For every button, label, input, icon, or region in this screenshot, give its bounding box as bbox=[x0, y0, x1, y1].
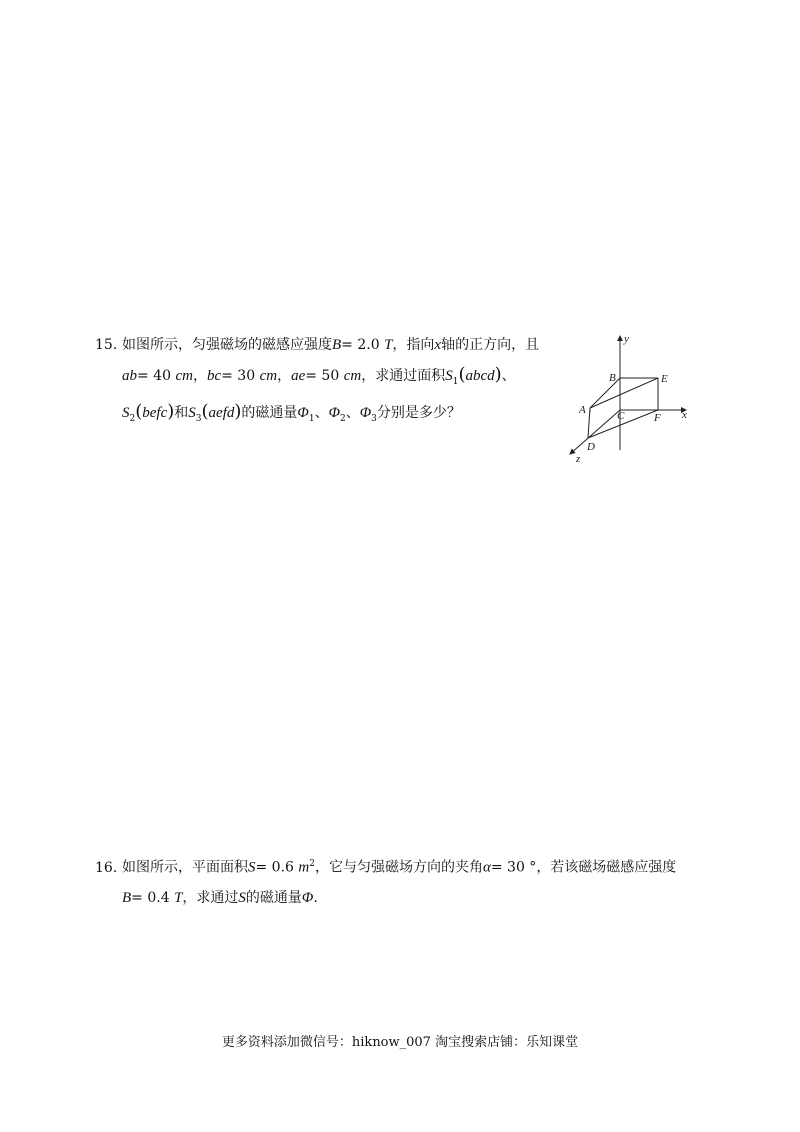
question-number: 15. bbox=[95, 337, 118, 353]
label-A: A bbox=[579, 404, 586, 416]
label-C: C bbox=[617, 410, 625, 422]
edge-ae bbox=[590, 378, 658, 408]
edge-ad bbox=[588, 408, 590, 438]
q16-line-1: 16. 如图所示，平面面积S= 0.6 $m^2$，它与匀强磁场方向的夹角α= 30 °，若该磁场磁感应强度 bbox=[95, 849, 735, 883]
q16-line-2: B= 0.4 T，求通过S的磁通量Φ. bbox=[122, 889, 318, 906]
question-16 bbox=[95, 849, 735, 913]
label-z: z bbox=[576, 453, 581, 465]
footer-note: 更多资料添加微信号：hiknow_007 淘宝搜索店铺：乐知课堂 bbox=[221, 1035, 579, 1050]
q15-line-1: 15. 如图所示，匀强磁场的磁感应强度B= 2.0 T，指向x轴的正方向，且 bbox=[95, 330, 555, 360]
label-D: D bbox=[587, 441, 595, 453]
label-B: B bbox=[609, 372, 616, 384]
q15-line-2: ab= 40 cm，bc= 30 cm，ae= 50 cm，求通过面积$S_1(abcd)$、 bbox=[122, 364, 516, 387]
label-F: F bbox=[654, 412, 661, 424]
question-15 bbox=[95, 330, 555, 434]
z-axis bbox=[570, 410, 620, 454]
label-E: E bbox=[661, 373, 668, 385]
label-y: y bbox=[624, 333, 629, 345]
prism-diagram bbox=[558, 330, 698, 470]
question-number: 16. bbox=[95, 859, 118, 876]
q15-line-3: $S_2(befc)$和$S_3(aefd)$的磁通量$\Phi_1$、$\Phi_2$、$\Phi_3$分别是多少？ bbox=[122, 400, 461, 424]
label-x: x bbox=[682, 409, 687, 421]
